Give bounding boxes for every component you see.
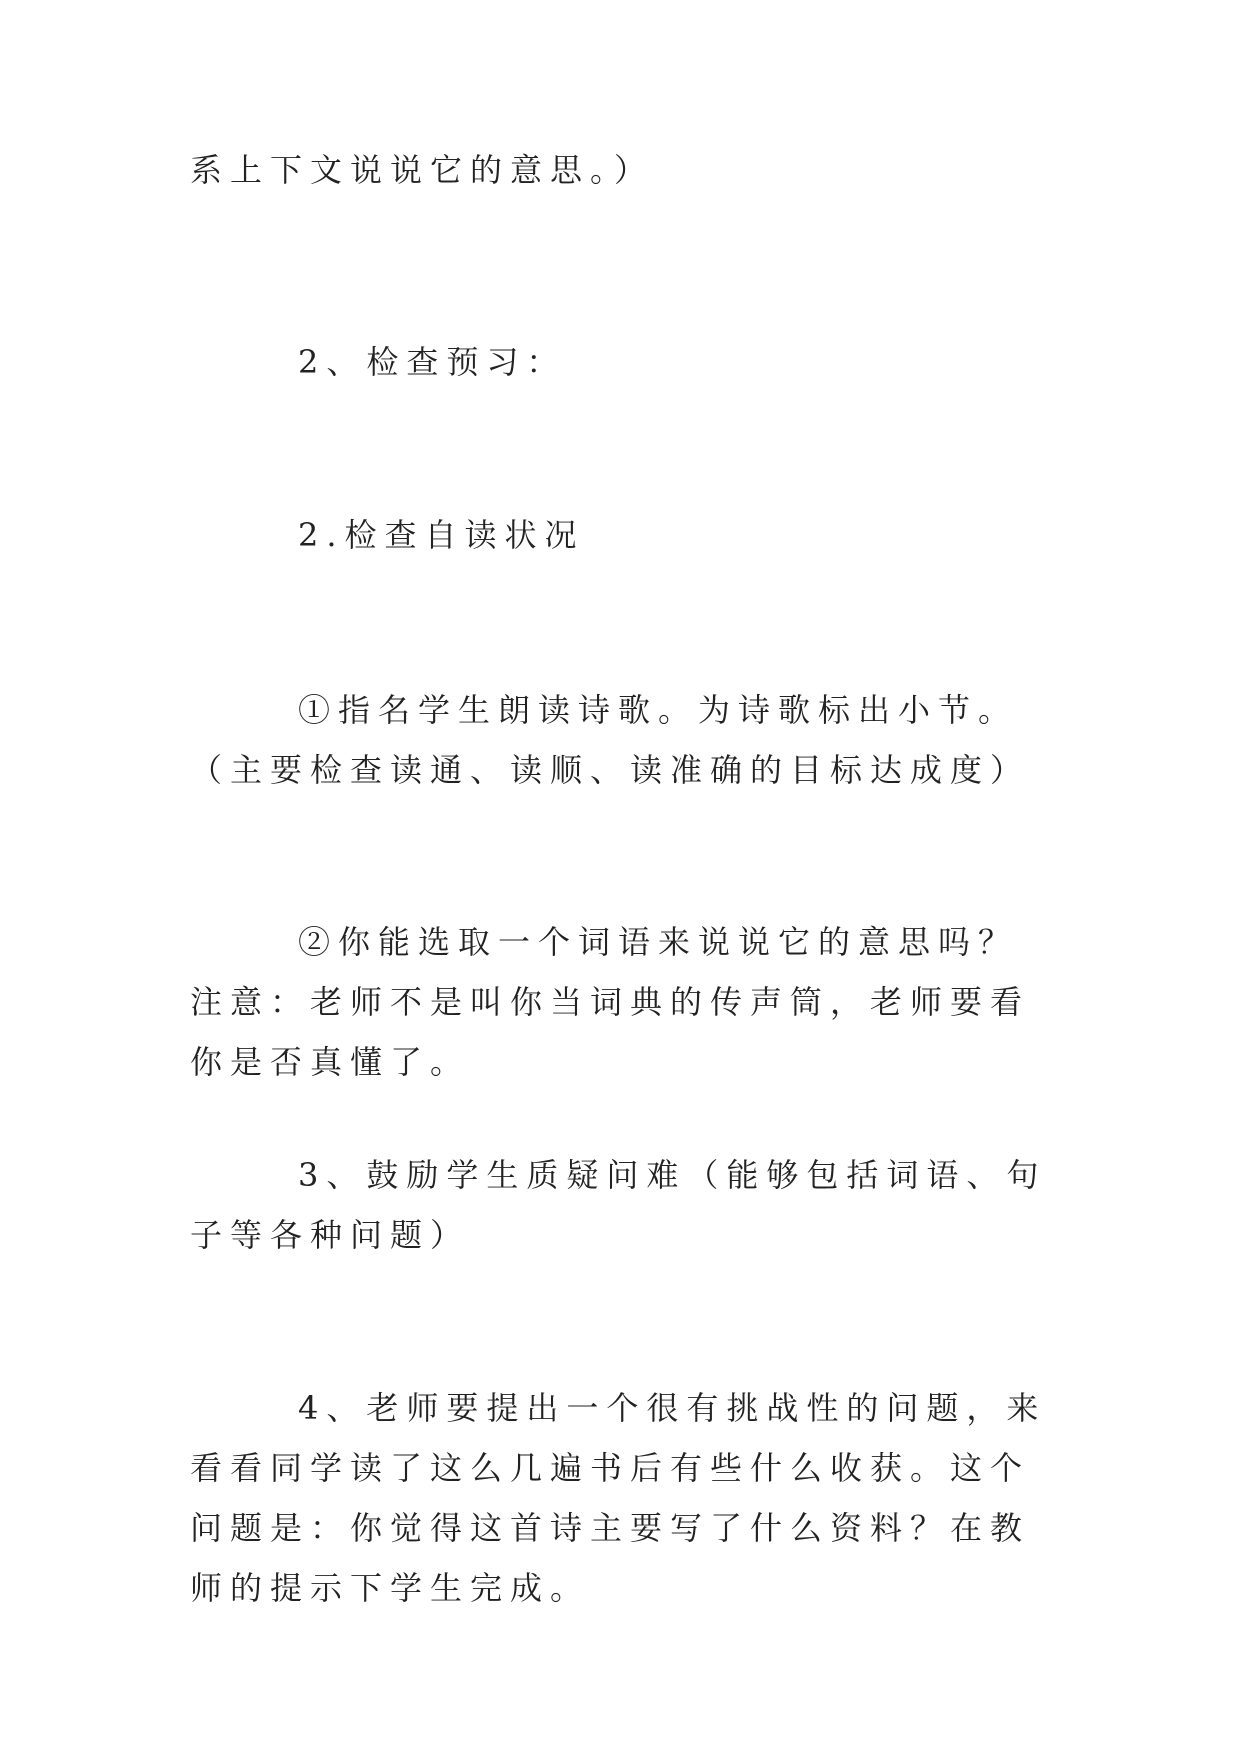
paragraph-continuation: 系上下文说说它的意思。） bbox=[190, 151, 655, 189]
paragraph-encourage-questions: 3、鼓励学生质疑问难（能够包括词语、句子等各种问题） bbox=[190, 1156, 1047, 1254]
paragraph-check-self-reading: 2.检查自读状况 bbox=[298, 516, 585, 554]
paragraph-read-poem: ①指名学生朗读诗歌。为诗歌标出小节。（主要检查读通、读顺、读准确的目标达成度） bbox=[190, 691, 1031, 789]
paragraph-check-preview: 2、检查预习： bbox=[298, 343, 567, 381]
paragraph-word-meaning: ②你能选取一个词语来说说它的意思吗？注意：老师不是叫你当词典的传声筒，老师要看你是否真懂了。 bbox=[190, 923, 1031, 1081]
paragraph-challenge-question: 4、老师要提出一个很有挑战性的问题，来看看同学读了这么几遍书后有些什么收获。这个问题是：你觉得这首诗主要写了什么资料？在教师的提示下学生完成。 bbox=[190, 1389, 1047, 1607]
